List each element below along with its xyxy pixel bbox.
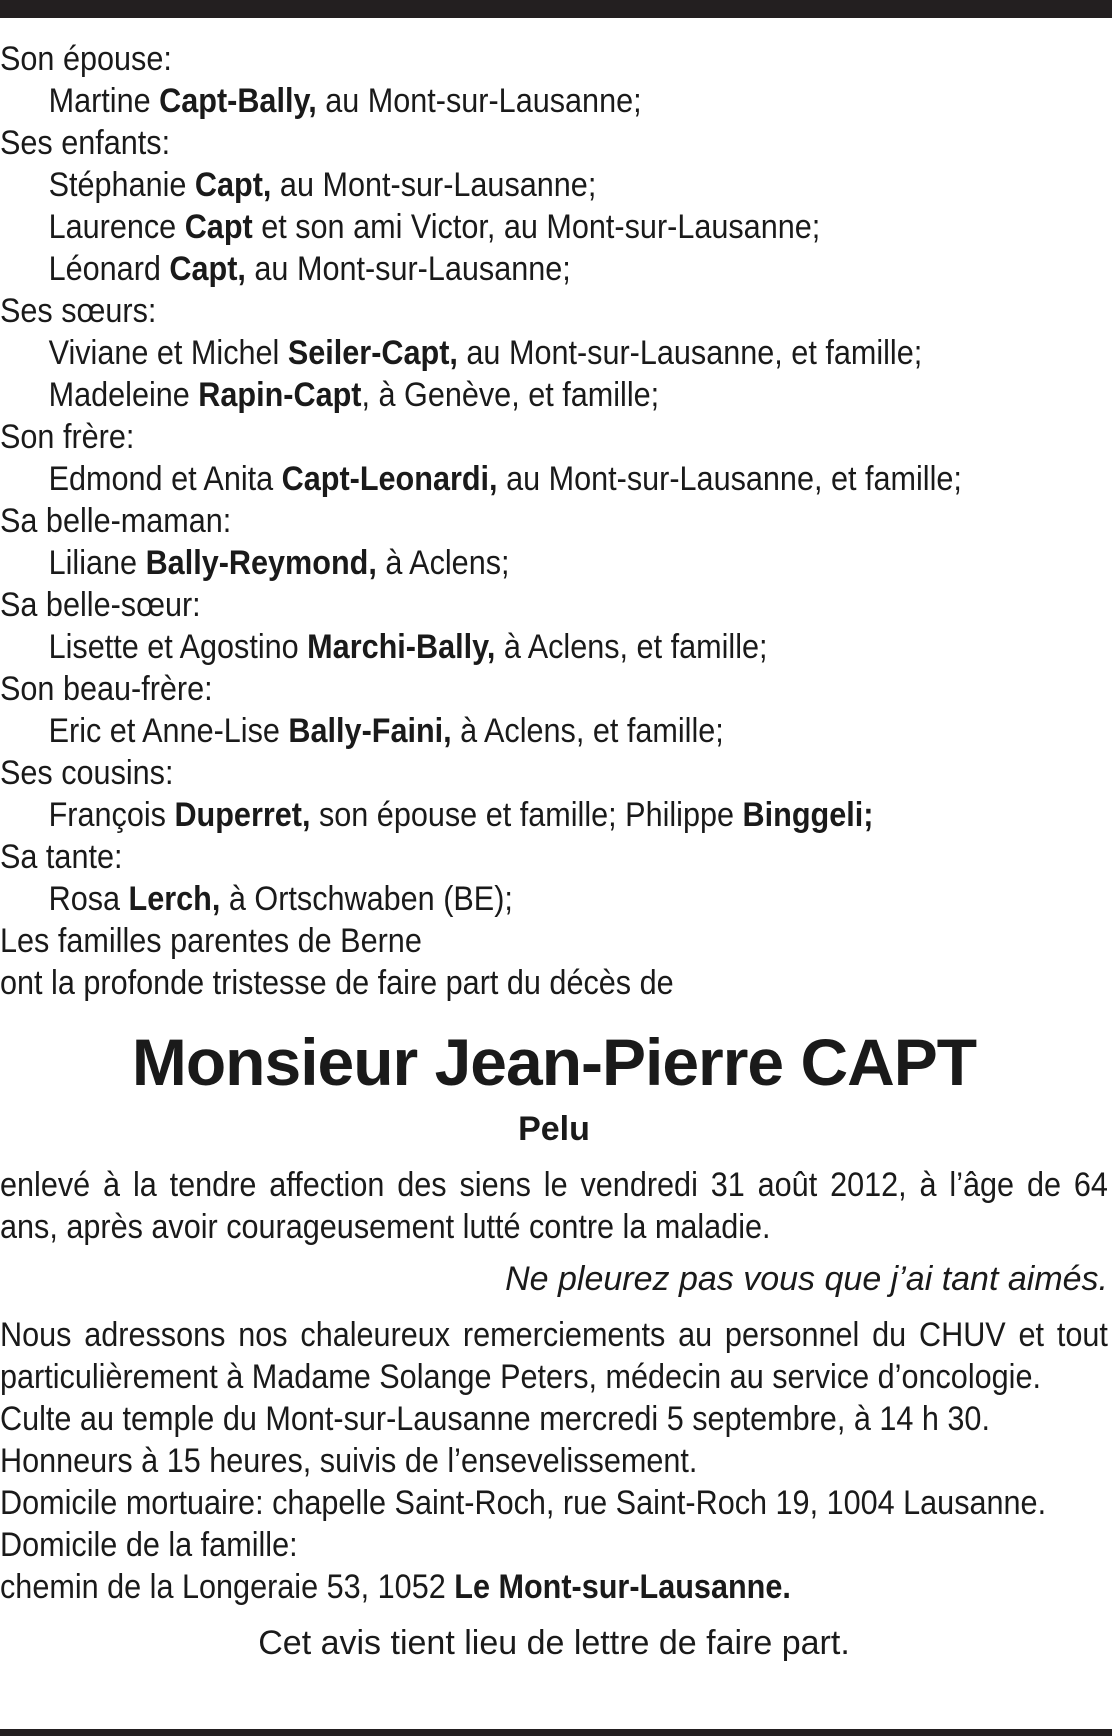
family-section — [0, 38, 1108, 920]
member-first-names: Madeleine — [48, 376, 199, 414]
family-home-label: Domicile de la famille: — [0, 1526, 298, 1564]
member-surname: Capt — [184, 208, 253, 246]
death-text: enlevé à la tendre affection des siens le vendredi 31 août 2012, à l’âge de 64 ans, après avoir courageusement lutté contre la maladie. — [0, 1166, 1108, 1246]
member-first-names: Viviane et Michel — [48, 334, 288, 372]
member-surname: Capt, — [169, 250, 246, 288]
member-location: au Mont-sur-Lausanne, et famille; — [457, 334, 923, 372]
family-member — [0, 374, 997, 416]
member-first-names: Martine — [48, 82, 160, 120]
thanks-text: Nous adressons nos chaleureux remerciements au personnel du CHUV et tout particulièrement à Madame Solange Peters, médecin au service d’oncologie. — [0, 1316, 1108, 1396]
member-surname-second: Binggeli; — [742, 796, 874, 834]
member-surname: Lerch, — [128, 880, 221, 918]
family-member — [0, 164, 997, 206]
member-location: , à Genève, et famille; — [361, 376, 660, 414]
top-rule — [0, 0, 1112, 18]
address-street: chemin de la Longeraie 53, 1052 — [0, 1568, 455, 1606]
family-member — [0, 332, 997, 374]
quote: Ne pleurez pas vous que j’ai tant aimés. — [505, 1260, 1108, 1298]
member-first-names: Edmond et Anita — [48, 460, 282, 498]
family-member — [0, 458, 997, 500]
death-notice — [0, 38, 1108, 1664]
member-location: au Mont-sur-Lausanne, et famille; — [497, 460, 962, 498]
member-first-names: Léonard — [48, 250, 170, 288]
service-details: Culte au temple du Mont-sur-Lausanne mercredi 5 septembre, à 14 h 30. — [0, 1400, 990, 1438]
family-member — [0, 542, 997, 584]
member-surname: Bally-Faini, — [288, 712, 452, 750]
member-location: à Aclens, et famille; — [495, 628, 768, 666]
relation-label: Son frère: — [0, 418, 135, 456]
relation-label: Ses enfants: — [0, 124, 171, 162]
death-text-block — [0, 1164, 1108, 1248]
member-surname: Marchi-Bally, — [307, 628, 496, 666]
intro-announcement: ont la profonde tristesse de faire part du décès de — [0, 964, 674, 1002]
thanks-block — [0, 1314, 1108, 1398]
mortuary-details: Domicile mortuaire: chapelle Saint-Roch, rue Saint-Roch 19, 1004 Lausanne. — [0, 1484, 1047, 1522]
closing-note: Cet avis tient lieu de lettre de faire part. — [258, 1624, 850, 1662]
relation-label: Son épouse: — [0, 40, 172, 78]
member-surname: Bally-Reymond, — [145, 544, 377, 582]
relation-label: Ses sœurs: — [0, 292, 157, 330]
member-first-names: Eric et Anne-Lise — [48, 712, 289, 750]
member-first-names: Laurence — [48, 208, 185, 246]
member-surname: Seiler-Capt, — [287, 334, 458, 372]
member-first-names: Rosa — [48, 880, 129, 918]
member-location: à Aclens, et famille; — [451, 712, 724, 750]
family-address — [0, 1566, 997, 1608]
member-location: au Mont-sur-Lausanne; — [245, 250, 571, 288]
relation-label: Sa tante: — [0, 838, 123, 876]
member-first-names: Lisette et Agostino — [48, 628, 308, 666]
member-first-names: François — [48, 796, 175, 834]
deceased-nickname: Pelu — [518, 1110, 590, 1148]
honours-details: Honneurs à 15 heures, suivis de l’ensevelissement. — [0, 1442, 698, 1480]
bottom-rule — [0, 1729, 1112, 1736]
family-member — [0, 248, 997, 290]
relation-label: Sa belle-maman: — [0, 502, 232, 540]
family-member — [0, 878, 997, 920]
member-first-names: Liliane — [48, 544, 146, 582]
relation-label: Ses cousins: — [0, 754, 174, 792]
member-location: à Ortschwaben (BE); — [220, 880, 513, 918]
member-surname: Rapin-Capt — [198, 376, 362, 414]
member-location: et son ami Victor, au Mont-sur-Lausanne; — [252, 208, 821, 246]
family-member — [0, 710, 997, 752]
member-surname: Capt, — [194, 166, 272, 204]
member-location: à Aclens; — [376, 544, 510, 582]
relation-label: Sa belle-sœur: — [0, 586, 201, 624]
member-location: au Mont-sur-Lausanne; — [316, 82, 642, 120]
family-member — [0, 794, 997, 836]
member-location: son épouse et famille; Philippe — [310, 796, 743, 834]
address-town: Le Mont-sur-Lausanne. — [454, 1568, 791, 1606]
member-location: au Mont-sur-Lausanne; — [271, 166, 597, 204]
member-surname: Capt-Leonardi, — [281, 460, 498, 498]
deceased-name: Monsieur Jean-Pierre CAPT — [131, 1025, 977, 1099]
family-member — [0, 206, 997, 248]
member-first-names: Stéphanie — [48, 166, 195, 204]
member-surname: Duperret, — [174, 796, 311, 834]
relation-label: Son beau-frère: — [0, 670, 213, 708]
family-member — [0, 626, 997, 668]
intro-families: Les familles parentes de Berne — [0, 922, 422, 960]
family-member — [0, 80, 997, 122]
member-surname: Capt-Bally, — [159, 82, 317, 120]
